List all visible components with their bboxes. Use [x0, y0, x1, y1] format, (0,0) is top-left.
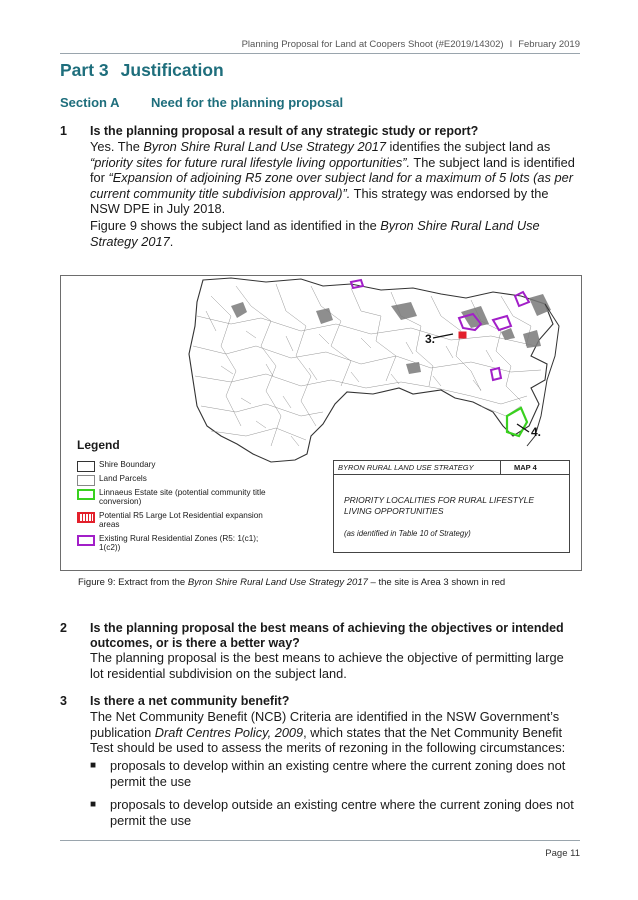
- text-run: .: [169, 233, 174, 249]
- question-text: Is there a net community benefit?: [90, 694, 290, 708]
- header-document-title: Planning Proposal for Land at Coopers Shoot (#E2019/14302): [241, 39, 504, 50]
- question-line-1: Is the planning proposal the best means of achieving the objectives or intended: [90, 621, 564, 635]
- legend-swatch-green: [77, 489, 95, 500]
- running-header: [242, 39, 580, 50]
- bullet-square-icon: ■: [90, 760, 97, 771]
- list-item-text: proposals to develop within an existing centre where the current zoning does not permit the use: [110, 758, 566, 789]
- r5-expansion-area: [459, 332, 466, 338]
- text-run: , which states that the Net Community Benefit Test should be used to assess the merits of rezoning in the following circumstances:: [90, 724, 566, 755]
- bullet-square-icon: ■: [90, 799, 97, 810]
- header-separator: I: [509, 39, 513, 50]
- text-run: Draft Centres Policy, 2009: [154, 724, 304, 740]
- list-item: [90, 758, 580, 789]
- header-divider: [60, 53, 580, 54]
- legend-label: Linnaeus Estate site (potential community title conversion): [99, 488, 266, 506]
- section-title: Need for the planning proposal: [151, 95, 344, 110]
- question-text: [90, 621, 564, 651]
- q1-answer-paragraph: [90, 139, 580, 217]
- text-run: Yes. The: [90, 139, 144, 154]
- legend-swatch-purple: [77, 535, 95, 546]
- list-item: [90, 797, 580, 828]
- area-3-label: 3.: [425, 332, 436, 346]
- question-text: Is the planning proposal a result of any strategic study or report?: [90, 124, 479, 138]
- urban-areas: [231, 294, 551, 374]
- text-run: “priority sites for future rural lifestyle living opportunities”.: [90, 154, 411, 170]
- footer-divider: [60, 840, 580, 841]
- question-number: 3: [60, 694, 67, 708]
- page-title: [60, 60, 224, 81]
- header-date: February 2019: [518, 39, 580, 50]
- text-run: Byron Shire Rural Land Use Strategy 2017: [90, 218, 540, 249]
- existing-rural-residential-zones: [351, 280, 529, 380]
- linnaeus-estate-site: [507, 408, 527, 436]
- legend-label: Shire Boundary: [99, 460, 156, 469]
- figure-9-map: [60, 275, 582, 571]
- circumstances-list: [90, 758, 580, 836]
- question-line-2: outcomes, or is there a better way?: [90, 636, 300, 650]
- legend-swatch-red: [77, 512, 95, 523]
- text-run: Figure 9 shows the subject land as identified in the: [90, 218, 381, 233]
- legend-swatch-boundary: [77, 461, 95, 472]
- section-heading: [60, 95, 344, 110]
- map-title-block: [333, 460, 570, 553]
- map-priority-title: PRIORITY LOCALITIES FOR RURAL LIFESTYLE LIVING OPPORTUNITIES: [344, 495, 535, 516]
- area-4-label: 4.: [531, 425, 542, 439]
- q1-figure-reference-paragraph: [90, 218, 580, 249]
- question-number: 2: [60, 621, 67, 635]
- map-strategy-name: BYRON RURAL LAND USE STRATEGY: [338, 463, 474, 472]
- text-run: identifies the subject land as: [385, 139, 551, 154]
- map-table-note: (as identified in Table 10 of Strategy): [344, 529, 471, 538]
- text-run: – the site is Area 3 shown in red: [367, 577, 506, 588]
- figure-caption: [78, 577, 505, 588]
- title-bar-divider: [500, 461, 501, 474]
- text-run: Byron Shire Rural Land Use Strategy 2017: [143, 139, 386, 154]
- text-run: This strategy was endorsed by the NSW DPE in July 2018.: [90, 185, 549, 216]
- text-run: The subject land is identified for: [90, 154, 575, 185]
- q2-answer-paragraph: The planning proposal is the best means to achieve the objective of permitting large lot residential subdivision on the subject land.: [90, 650, 564, 681]
- legend-swatch-parcels: [77, 475, 95, 486]
- legend-label: Land Parcels: [99, 474, 147, 483]
- legend-label: Potential R5 Large Lot Residential expansion areas: [99, 511, 263, 529]
- text-run: Byron Shire Rural Land Use Strategy 2017: [187, 577, 368, 588]
- question-number: 1: [60, 124, 67, 138]
- text-run: “Expansion of adjoining R5 zone over subject land for a maximum of 5 lots (as per current community title subdivision approval)”.: [90, 170, 573, 201]
- page-number: Page 11: [545, 848, 580, 859]
- text-run: The Net Community Benefit (NCB) Criteria are identified in the NSW Government’s publication: [90, 709, 560, 740]
- q3-answer-paragraph: [90, 709, 580, 756]
- text-run: Figure 9: Extract from the: [78, 577, 188, 588]
- part-title: Justification: [120, 60, 224, 80]
- section-label: Section A: [60, 95, 120, 110]
- legend-label: Existing Rural Residential Zones (R5: 1(c1); 1(c2)): [99, 534, 259, 552]
- map-number: MAP 4: [514, 463, 537, 472]
- legend-title: Legend: [77, 438, 120, 452]
- list-item-text: proposals to develop outside an existing centre where the current zoning does not permit the use: [110, 797, 574, 828]
- part-number: Part 3: [60, 60, 109, 80]
- map-title-bar: [334, 461, 569, 475]
